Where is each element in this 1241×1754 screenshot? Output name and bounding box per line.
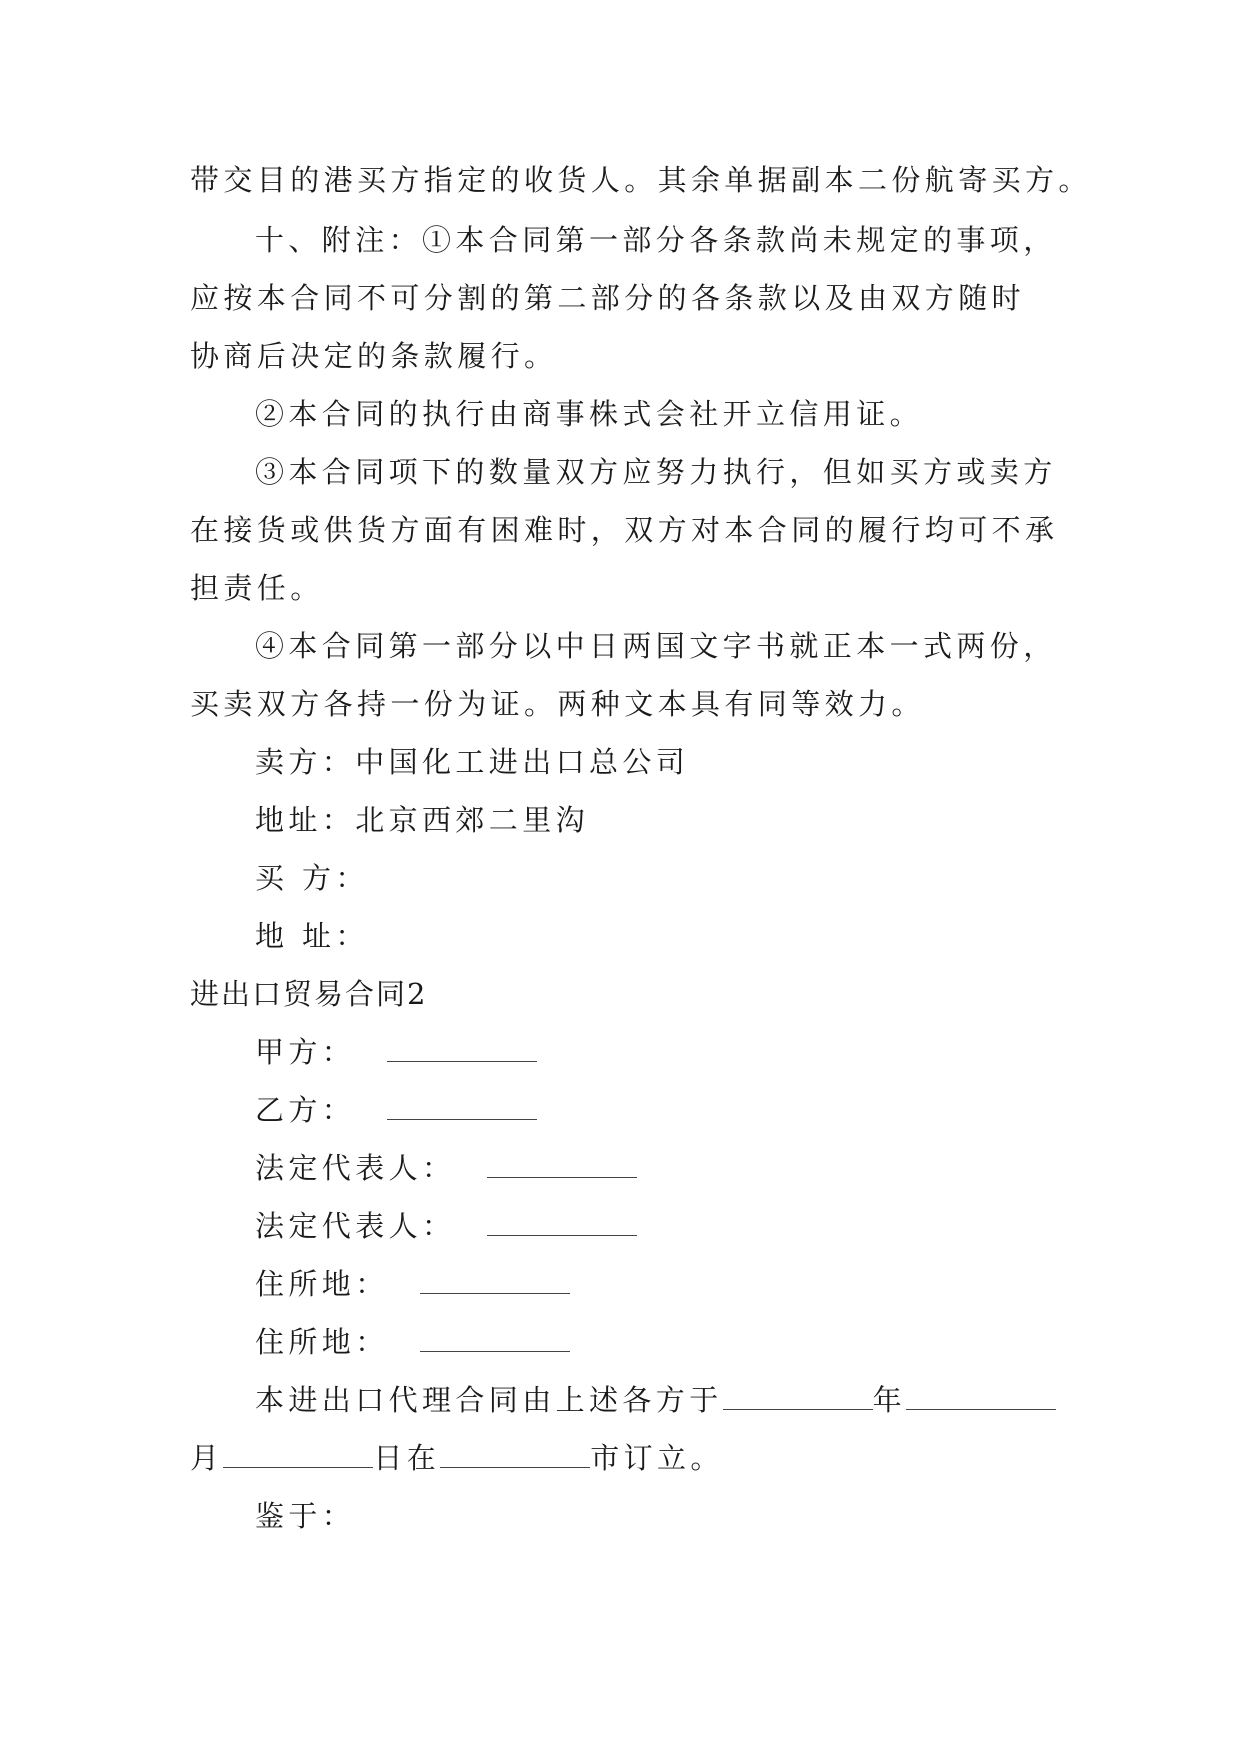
seller-address-line: 地址：北京西郊二里沟 <box>255 803 590 837</box>
month-prefix-blank <box>906 1408 1056 1410</box>
legal-rep-label: 法定代表人： <box>255 1151 456 1185</box>
city-blank <box>440 1466 590 1468</box>
text-line: 协商后决定的条款履行。 <box>190 339 558 373</box>
city-suffix: 市订立。 <box>590 1441 724 1475</box>
text-line: 在接货或供货方面有困难时，双方对本合同的履行均可不承 <box>190 513 1059 547</box>
legal-rep-blank <box>487 1176 637 1178</box>
month-label: 月 <box>190 1441 224 1475</box>
seller-line: 卖方：中国化工进出口总公司 <box>255 745 690 779</box>
domicile-field <box>255 1264 570 1304</box>
agreement-text: 本进出口代理合同由上述各方于 <box>255 1383 723 1417</box>
party-b-label: 乙方： <box>255 1093 356 1127</box>
day-blank <box>223 1466 373 1468</box>
text-line: ②本合同的执行由商事株式会社开立信用证。 <box>255 397 924 431</box>
party-a-label: 甲方： <box>255 1035 356 1069</box>
whereas-line: 鉴于： <box>255 1499 356 1533</box>
text-line: ③本合同项下的数量双方应努力执行，但如买方或卖方 <box>255 455 1057 489</box>
party-b-blank <box>387 1118 537 1120</box>
domicile-blank <box>420 1350 570 1352</box>
text-line: 带交目的港买方指定的收货人。其余单据副本二份航寄买方。 <box>190 163 1092 197</box>
legal-rep-field <box>255 1206 637 1246</box>
buyer-address-line: 地 址： <box>255 919 369 953</box>
buyer-line: 买 方： <box>255 861 369 895</box>
party-a-blank <box>387 1060 537 1062</box>
domicile-label: 住所地： <box>255 1325 389 1359</box>
agreement-date-line <box>255 1380 1056 1420</box>
year-blank <box>723 1408 873 1410</box>
domicile-field <box>255 1322 570 1362</box>
text-line: 买卖双方各持一份为证。两种文本具有同等效力。 <box>190 687 925 721</box>
legal-rep-blank <box>487 1234 637 1236</box>
domicile-blank <box>420 1292 570 1294</box>
day-label: 日在 <box>373 1441 441 1475</box>
agreement-date-line-cont <box>190 1438 724 1478</box>
domicile-label: 住所地： <box>255 1267 389 1301</box>
text-line: 担责任。 <box>190 571 324 605</box>
year-label: 年 <box>872 1383 907 1417</box>
section-title: 进出口贸易合同2 <box>190 977 428 1011</box>
legal-rep-field <box>255 1148 637 1188</box>
legal-rep-label: 法定代表人： <box>255 1209 456 1243</box>
text-line: 十、附注：①本合同第一部分各条款尚未规定的事项， <box>255 223 1057 257</box>
party-a-field <box>255 1032 537 1072</box>
text-line: ④本合同第一部分以中日两国文字书就正本一式两份， <box>255 629 1057 663</box>
text-line: 应按本合同不可分割的第二部分的各条款以及由双方随时 <box>190 281 1026 315</box>
party-b-field <box>255 1090 537 1130</box>
